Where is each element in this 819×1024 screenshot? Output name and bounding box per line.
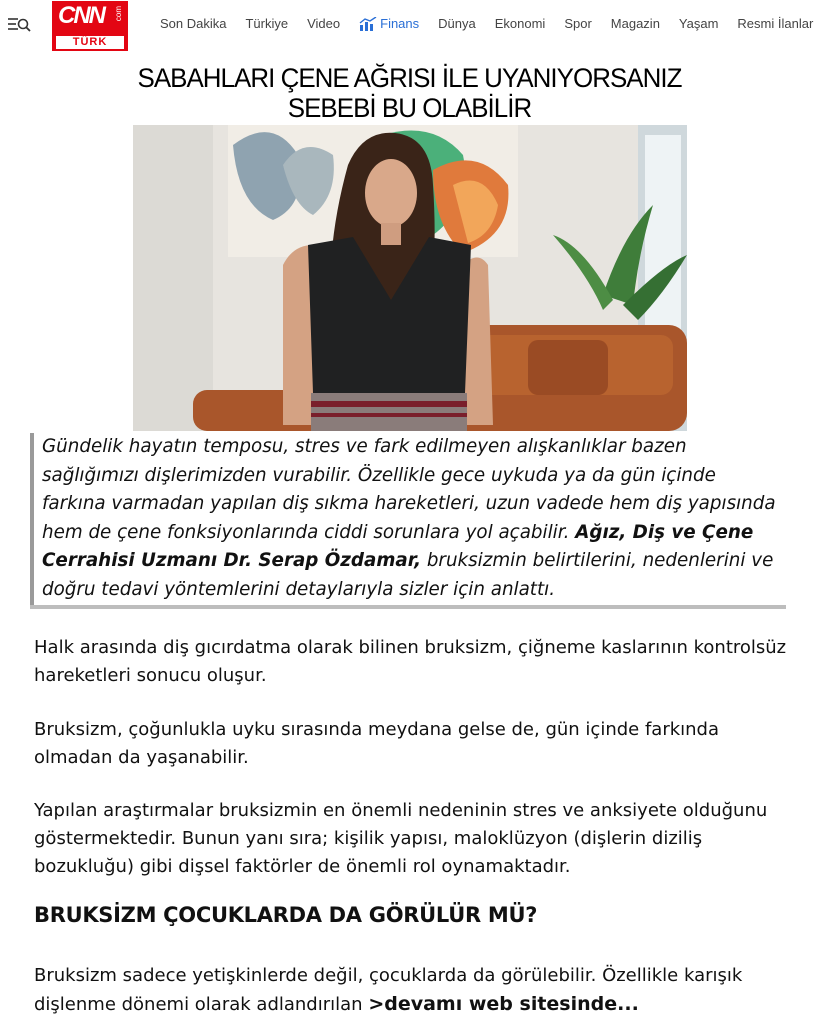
nav-ekonomi[interactable]: Ekonomi bbox=[494, 16, 546, 31]
chart-bars-icon bbox=[359, 17, 377, 31]
paragraph-3: Yapılan araştırmalar bruksizmin en önemli nedeninin stres ve anksiyete olduğunu göstermektedir. Bunun yanı sıra; kişilik yapısı, maloklüzyon (dişlerin diziliş bozukluğu) gibi dişsel faktörler de önemli rol oynamaktadır. bbox=[34, 800, 768, 877]
menu-search-button[interactable] bbox=[6, 14, 32, 36]
doctor-portrait-image bbox=[133, 125, 687, 431]
paragraph-2: Bruksizm, çoğunlukla uyku sırasında meydana gelse de, gün içinde farkında olmadan da yaşanabilir. bbox=[34, 719, 720, 768]
paragraph-1: Halk arasında diş gıcırdatma olarak bilinen bruksizm, çiğneme kaslarının kontrolsüz hareketleri sonucu oluşur. bbox=[34, 637, 787, 686]
article-photo bbox=[133, 125, 687, 431]
menu-search-icon bbox=[6, 14, 32, 36]
nav-dunya[interactable]: Dünya bbox=[438, 16, 476, 31]
title-line-1: SABAHLARI ÇENE AĞRISI İLE UYANIYORSANIZ bbox=[137, 63, 682, 93]
nav-turkiye[interactable]: Türkiye bbox=[245, 16, 289, 31]
nav-yasam[interactable]: Yaşam bbox=[678, 16, 719, 31]
read-more-link[interactable]: >devamı web sitesinde... bbox=[368, 993, 639, 1015]
nav-son-dakika[interactable]: Son Dakika bbox=[160, 16, 227, 31]
nav-magazin[interactable]: Magazin bbox=[610, 16, 660, 31]
paragraph-4: Bruksizm sadece yetişkinlerde değil, çocuklarda da görülebilir. Özellikle karışık dişlenme dönemi olarak adlandırılan >devamı web sitesinde... bbox=[34, 965, 743, 1015]
title-line-2: SEBEBİ BU OLABİLİR bbox=[287, 93, 532, 123]
main-nav bbox=[160, 16, 813, 31]
section-heading: BRUKSİZM ÇOCUKLARDA DA GÖRÜLÜR MÜ? bbox=[34, 903, 538, 927]
cnn-turk-logo[interactable] bbox=[52, 1, 128, 51]
article-title bbox=[16, 63, 802, 123]
lead-author: Ağız, Diş ve Çene Cerrahisi Uzmanı Dr. Serap Özdamar, bbox=[42, 521, 754, 571]
nav-video[interactable]: Video bbox=[307, 16, 341, 31]
logo-sub: TÜRK bbox=[56, 36, 124, 49]
logo-main: CNN bbox=[58, 2, 104, 29]
site-header bbox=[0, 0, 819, 50]
article-lead bbox=[30, 433, 786, 605]
nav-resmi-ilanlar[interactable]: Resmi İlanlar bbox=[737, 16, 814, 31]
logo-suffix: com bbox=[114, 6, 123, 22]
nav-finans[interactable]: Finans bbox=[359, 16, 419, 31]
lead-text: Gündelik hayatın temposu, stres ve fark edilmeyen alışkanlıklar bazen sağlığımızı dişlerimizden vurabilir. Özellikle gece uykuda ya da gün içinde farkına varmadan yapılan diş sıkma hareketleri, uzun vadede hem diş yapısında hem de çene fonksiyonlarında ciddi sorunlara yol açabilir. Ağız, Diş ve Çene Cerrahisi Uzmanı Dr. Serap Özdamar, bruksizmin belirtilerini, nedenlerini ve doğru tedavi yöntemlerini detaylarıyla sizler için anlattı. bbox=[42, 436, 776, 600]
nav-spor[interactable]: Spor bbox=[564, 16, 592, 31]
